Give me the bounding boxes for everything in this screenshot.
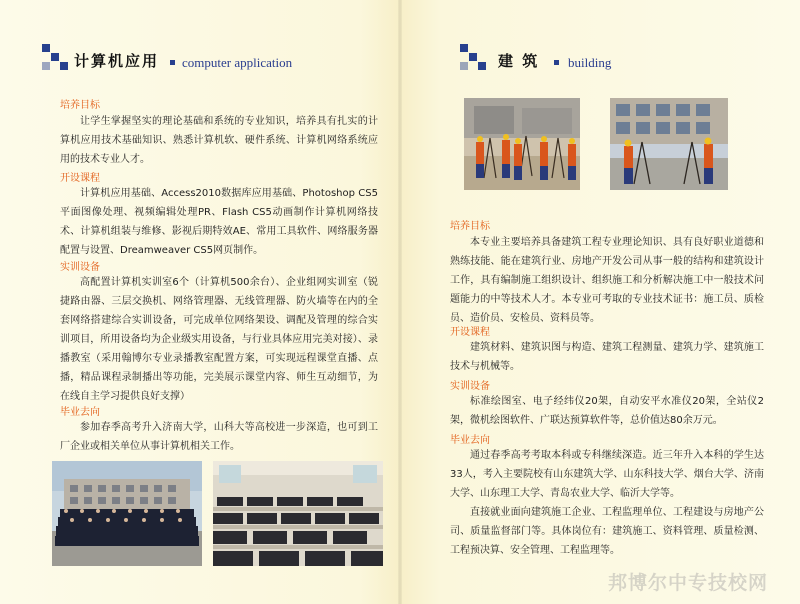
section-text: 高配置计算机实训室6个（计算机500余台）、企业组网实训室（锐捷路由器、三层交换机、网络管理器、无线管理器、防火墙等在内的全套网络搭建综合实训设备，可完成单位网络架设、调配及管理的综合实训项目，所用设备均为企业级实用设备，与行业具体应用完美对接）、录播教室（采用翰博尔专业录播教室配置方案，可实现远程课堂直播、点播，精品课程录制播出等功能，完美展示课堂内容、师生互动细节，为在线自主学习提供良好支撑） [60,277,378,402]
classroom-photo [213,461,383,566]
section-text: 标准绘图室、电子经纬仪20架，自动安平水准仪20架，全站仪2架，微机绘图软件、广联达预算软件等，总价值达80余万元。 [450,396,764,426]
page-title-english: building [568,55,612,70]
section-text: 计算机应用基础、Access2010数据库应用基础、Photoshop CS5平面图像处理、视频编辑处理PR、Flash CS5动画制作计算机网络技术、计算机组装与维修、影视后期特效AE、常用工具软件、网络服务器配置与设置、Dreamweaver CS5网页制作。 [60,188,378,256]
left-page-header [42,44,382,74]
section-heading: 开设课程 [450,327,490,338]
students-lineup-photo [52,461,202,566]
section-text: 本专业主要培养具备建筑工程专业理论知识、具有良好职业道德和熟练技能、能在建筑行业、房地产开发公司从事一般的结构和建筑设计工作，具有编制施工组织设计、组织施工和分析解决施工中一般技术问题能力的中等技术人才。本专业可考取的专业技术证书：施工员、质检员、造价员、安检员、资料员等。 [450,237,764,324]
blocks-logo-icon [460,44,486,70]
blocks-logo-icon [42,44,68,70]
page-title: 计算机应用 [74,52,160,70]
right-page [400,0,800,604]
section-text: 通过春季高考考取本科或专科继续深造。近三年升入本科的学生达33人，考入主要院校有山东建筑大学、山东科技大学、烟台大学、济南大学、山东理工大学、青岛农业大学、临沂大学等。 [450,450,764,499]
section-heading: 开设课程 [60,173,100,184]
page-title-english: computer application [182,55,293,70]
section-text: 让学生掌握坚实的理论基础和系统的专业知识，培养具有扎实的计算机应用技术基础知识、熟悉计算机软、硬件系统、计算机网络系统应用的技术专业人才。 [60,116,378,165]
section-heading: 毕业去向 [450,435,490,446]
section-text: 参加春季高考升入济南大学，山科大等高校进一步深造，也可到工厂企业或相关单位从事计算机相关工作。 [60,422,378,452]
section-text: 建筑材料、建筑识图与构造、建筑工程测量、建筑力学、建筑施工技术与机械等。 [450,342,764,372]
section-text: 直接就业面向建筑施工企业、工程监理单位、工程建设与房地产公司、质量监督部门等。具体岗位有：建筑施工、资料管理、质量检测、工程预决算、安全管理、工程监理等。 [450,507,764,556]
title-bullet-icon [170,60,175,65]
surveying-instrument-photo [610,98,728,190]
site-watermark: 邦博尔中专技校网 [608,572,769,594]
surveying-practice-photo [464,98,580,190]
section-heading: 实训设备 [60,262,100,273]
right-page-header [460,44,780,74]
title-bullet-icon [554,60,559,65]
page-title: 建 筑 [498,52,540,70]
section-heading: 培养目标 [450,221,490,232]
section-heading: 毕业去向 [60,407,100,418]
section-heading: 培养目标 [60,100,100,111]
section-heading: 实训设备 [450,381,490,392]
